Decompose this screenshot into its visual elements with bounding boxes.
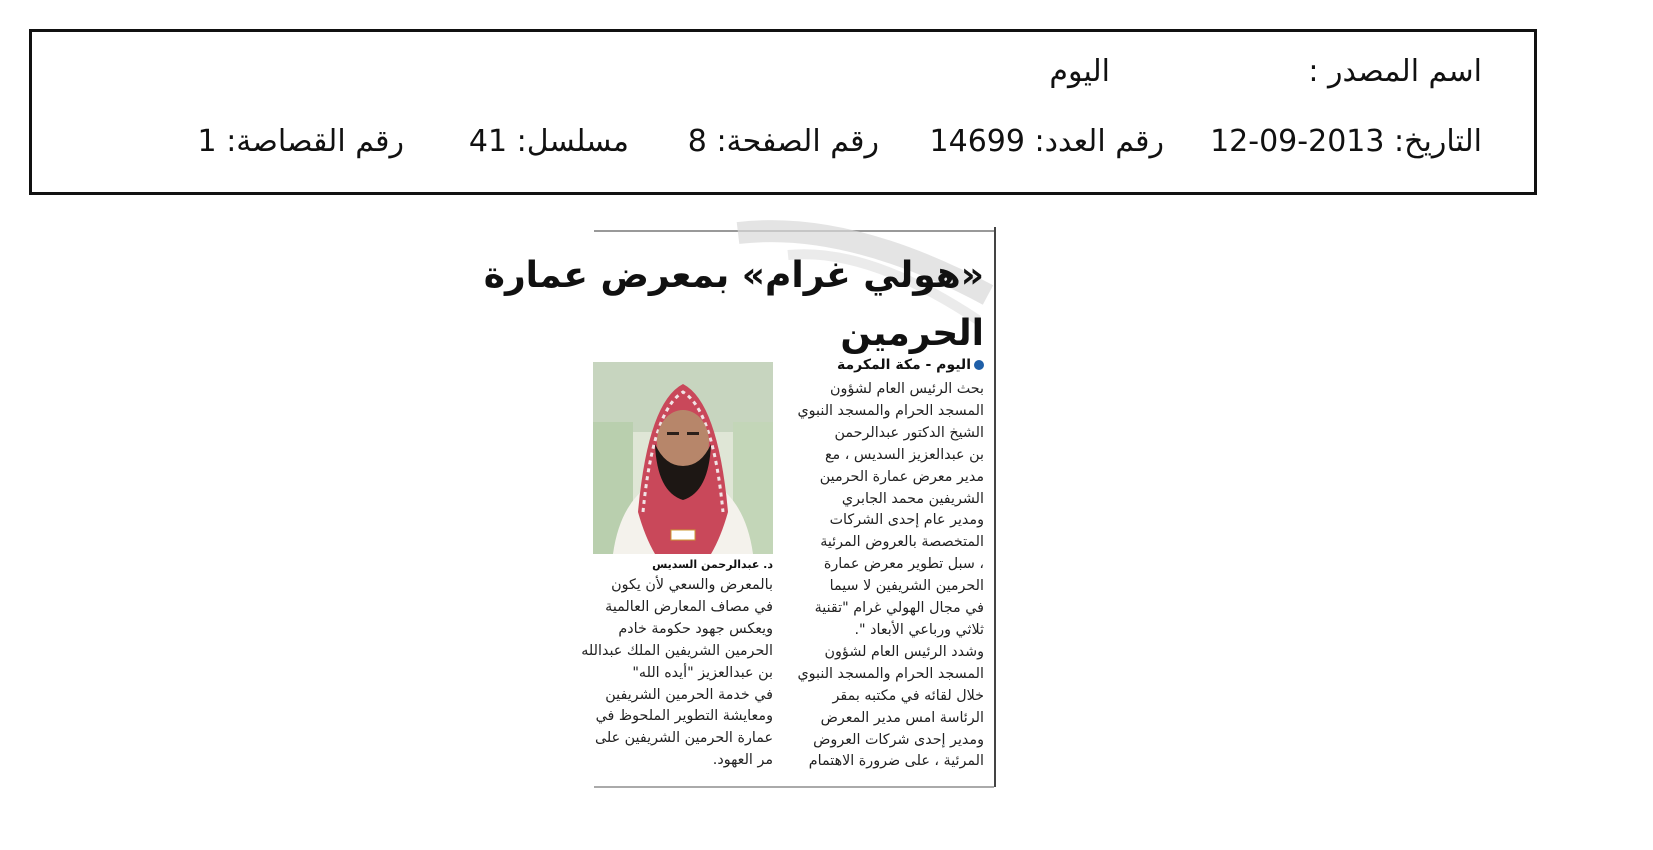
article-text-line: في مجال الهولي غرام "تقنية — [814, 600, 984, 617]
article-text-line: المرئية ، على ضرورة الاهتمام — [808, 753, 984, 770]
article-text-line: بالمعرض والسعي لأن يكون — [611, 577, 773, 593]
article-text-line: الحرمين الشريفين لا سيما — [829, 578, 984, 595]
portrait-photo — [593, 362, 773, 554]
article-text-line: المسجد الحرام والمسجد النبوي — [797, 665, 984, 682]
photo-caption: د. عبدالرحمن السديس — [652, 558, 773, 571]
article-text-line: المسجد الحرام والمسجد النبوي — [797, 402, 984, 419]
clipping-info-box — [29, 29, 1537, 195]
article-text-line: في مصاف المعارض العالمية — [605, 598, 773, 615]
date-label: التاريخ: — [1394, 124, 1482, 159]
article-text-line: مدير معرض عمارة الحرمين — [819, 468, 984, 485]
clipping-bottom-rule — [594, 786, 994, 788]
issue-field — [930, 124, 1164, 159]
clipping-number-value: 1 — [197, 124, 217, 159]
clipping-number-label: رقم القصاصة: — [226, 124, 404, 159]
source-label: اسم المصدر : — [1308, 54, 1482, 89]
byline-text: اليوم - مكة المكرمة — [837, 357, 971, 373]
article-text-line: الشريفين محمد الجابري — [841, 490, 984, 507]
bullet-icon — [974, 360, 984, 370]
article-text-line: مر العهود. — [712, 752, 773, 769]
page-field — [688, 124, 879, 159]
article-text-line: ثلاثي ورباعي الأبعاد ". — [854, 621, 984, 638]
headline-line-2: الحرمين — [840, 313, 984, 354]
article-text-line: بن عبدالعزيز السديس ، مع — [824, 446, 984, 463]
article-text-line: ومدير عام إحدى الشركات — [829, 512, 984, 529]
article-column-right — [798, 379, 984, 773]
article-text-line: ومعايشة التطوير الملحوظ في — [595, 708, 773, 725]
article-text-line: وشدد الرئيس العام لشؤون — [824, 643, 984, 660]
clipping-number-field — [198, 124, 404, 159]
page-value: 8 — [687, 124, 707, 159]
article-text-line: ، سبل تطوير معرض عمارة — [823, 556, 984, 573]
newspaper-clipping — [483, 225, 998, 790]
page-label: رقم الصفحة: — [716, 124, 879, 159]
headline-line-1: «هولي غرام» بمعرض عمارة — [483, 255, 984, 296]
serial-value: 41 — [468, 124, 508, 159]
article-byline — [837, 357, 984, 373]
article-text-line: ويعكس جهود حكومة خادم — [618, 620, 773, 637]
serial-field — [469, 124, 629, 159]
article-text-line: الرئاسة امس مدير المعرض — [820, 709, 984, 726]
article-text-line: بن عبدالعزيز "أيده الله" — [632, 664, 773, 681]
issue-value: 14699 — [929, 124, 1025, 159]
source-value: اليوم — [1049, 54, 1110, 89]
article-text-line: خلال لقائه في مكتبه بمقر — [832, 687, 984, 704]
article-column-left — [581, 575, 773, 772]
article-text-line: الشيخ الدكتور عبدالرحمن — [834, 424, 984, 441]
issue-label: رقم العدد: — [1034, 124, 1164, 159]
article-text-line: بحث الرئيس العام لشؤون — [830, 381, 984, 397]
article-text-line: الحرمين الشريفين الملك عبدالله — [581, 642, 773, 659]
serial-label: مسلسل: — [516, 124, 629, 159]
article-headline — [483, 247, 984, 363]
article-text-line: المتخصصة بالعروض المرئية — [820, 534, 984, 551]
article-text-line: ومدير إحدى شركات العروض — [813, 731, 984, 748]
article-text-line: في خدمة الحرمين الشريفين — [605, 686, 773, 703]
article-text-line: عمارة الحرمين الشريفين على — [594, 730, 773, 747]
date-value: 2013-09-12 — [1210, 124, 1385, 159]
date-field — [1210, 124, 1482, 159]
